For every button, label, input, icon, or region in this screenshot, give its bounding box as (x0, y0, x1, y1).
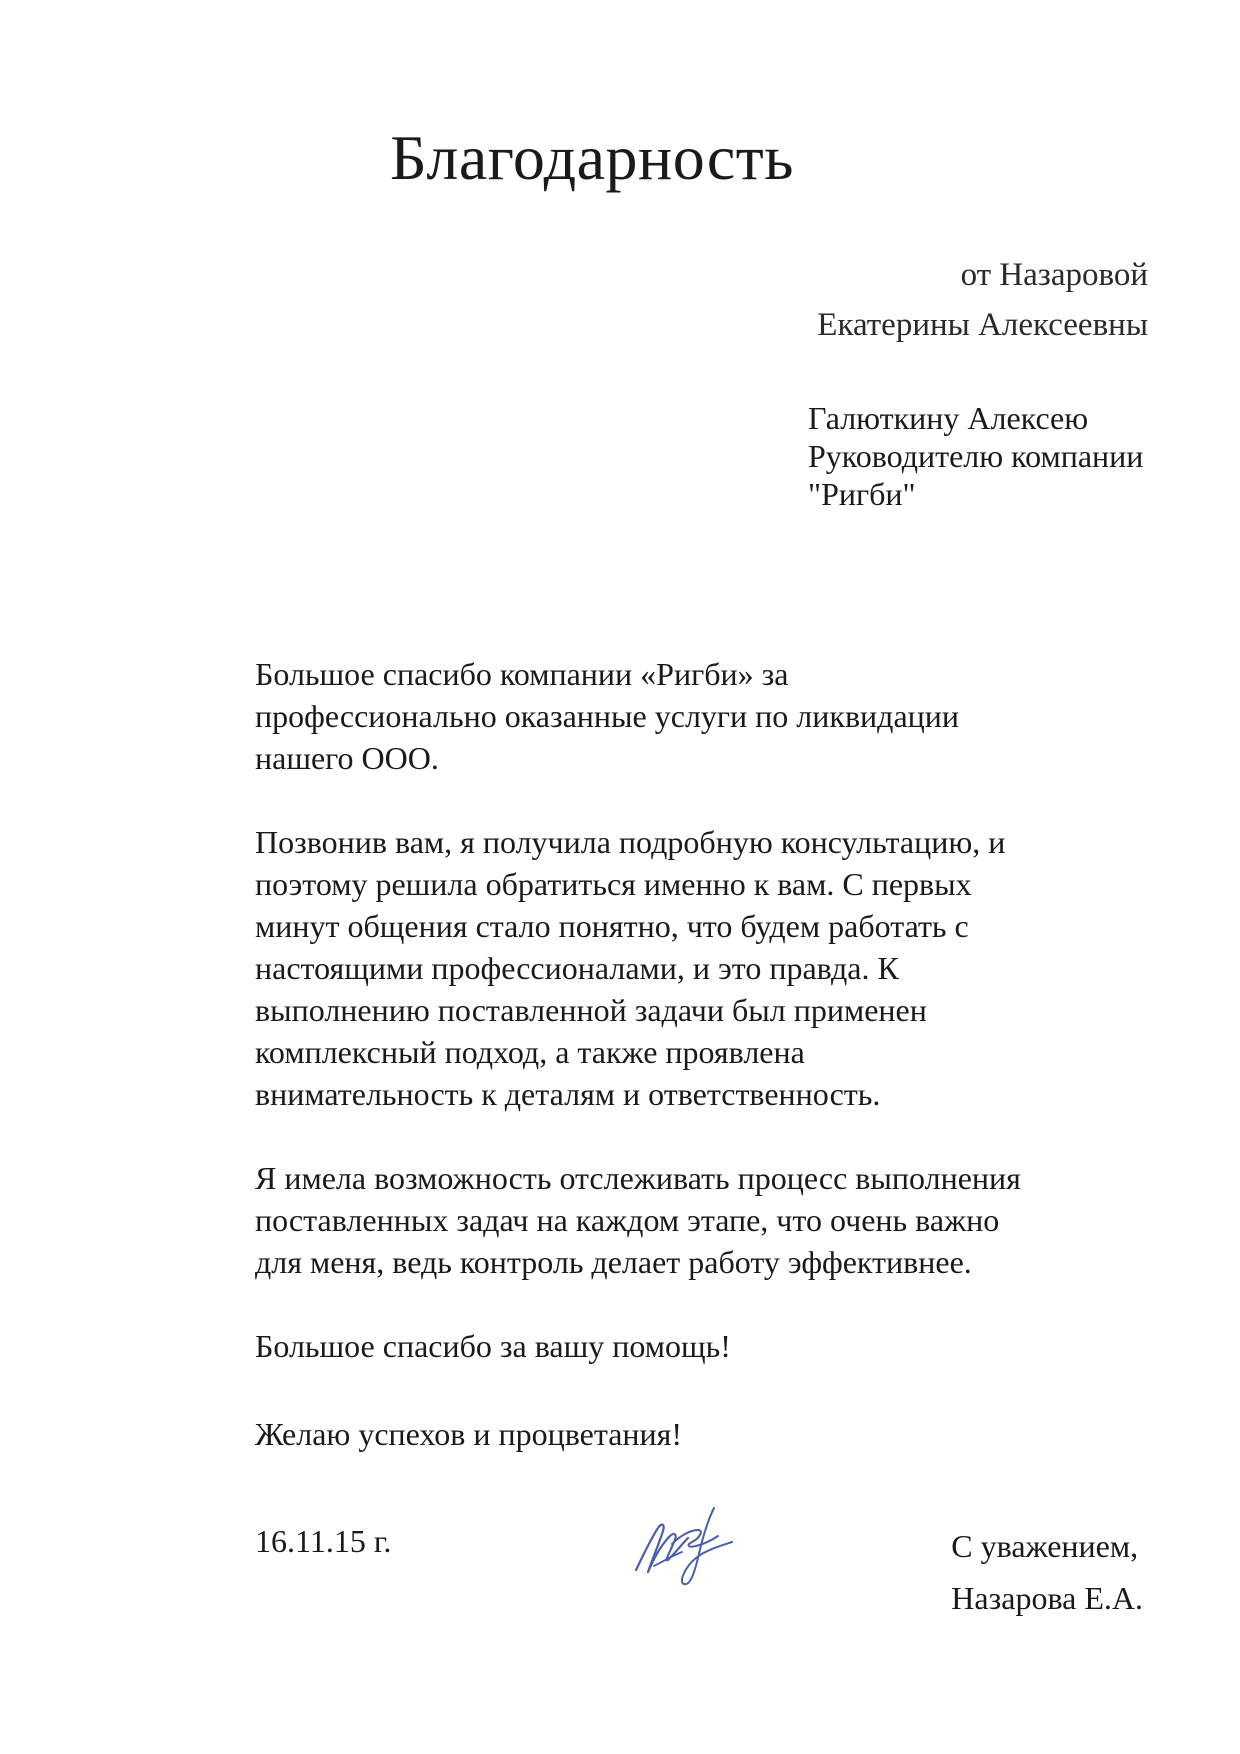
paragraph-thanks (255, 653, 1135, 779)
letter-date: 16.11.15 г. (255, 1523, 392, 1559)
paragraph-line: Желаю успехов и процветания! (255, 1416, 683, 1452)
paragraph-line: выполнению поставленной задачи был применен (255, 992, 927, 1028)
paragraph-wishes (255, 1413, 1135, 1455)
paragraph-line: поэтому решила обратиться именно к вам. С первых (255, 866, 972, 902)
paragraph-line: внимательность к деталям и ответственность. (255, 1076, 881, 1112)
sender-line-2: Екатерины Алексеевны (817, 307, 1148, 343)
paragraph-line: Я имела возможность отслеживать процесс выполнения (255, 1160, 1021, 1196)
sender-block (817, 250, 1148, 350)
letter-title: Благодарность (390, 122, 794, 193)
paragraph-consultation (255, 821, 1135, 1115)
recipient-line-1: Галюткину Алексею (808, 400, 1089, 436)
paragraph-line: комплексный подход, а также проявлена (255, 1034, 805, 1070)
closing-block (951, 1520, 1143, 1624)
paragraph-line: минут общения стало понятно, что будем работать с (255, 908, 969, 944)
paragraph-line: Большое спасибо компании «Ригби» за (255, 656, 789, 692)
paragraph-gratitude (255, 1325, 1135, 1367)
letter-body (255, 653, 1135, 1501)
recipient-line-3: "Ригби" (808, 476, 916, 512)
paragraph-line: Большое спасибо за вашу помощь! (255, 1328, 731, 1364)
sender-line-1: от Назаровой (960, 257, 1148, 293)
paragraph-line: для меня, ведь контроль делает работу эффективнее. (255, 1244, 972, 1280)
recipient-line-2: Руководителю компании (808, 438, 1144, 474)
paragraph-line: нашего ООО. (255, 740, 439, 776)
recipient-block (808, 399, 1143, 513)
paragraph-line: настоящими профессионалами, и это правда. К (255, 950, 899, 986)
handwritten-signature (628, 1500, 748, 1592)
closing-greeting: С уважением, (951, 1528, 1139, 1564)
closing-signatory: Назарова Е.А. (951, 1580, 1143, 1616)
paragraph-tracking (255, 1157, 1135, 1283)
paragraph-line: поставленных задач на каждом этапе, что очень важно (255, 1202, 1000, 1238)
paragraph-line: Позвонив вам, я получила подробную консультацию, и (255, 824, 1006, 860)
paragraph-line: профессионально оказанные услуги по ликвидации (255, 698, 960, 734)
